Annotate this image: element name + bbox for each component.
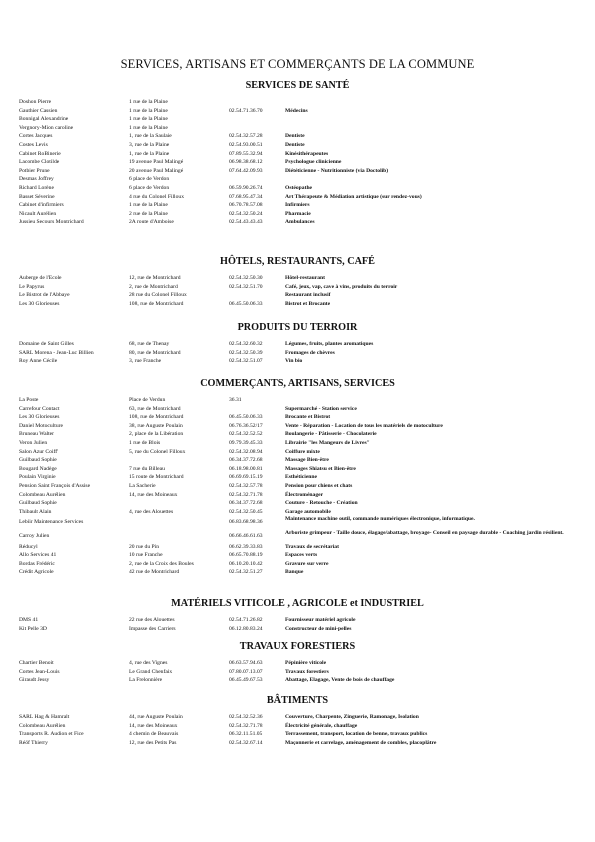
entry-name: Les 30 Glorieuses bbox=[19, 300, 60, 307]
entry-name: Basset Séverine bbox=[19, 193, 55, 200]
entry-phone: 02.54.93.00.51 bbox=[229, 141, 263, 148]
section-rows bbox=[0, 659, 595, 685]
section-title: COMMERÇANTS, ARTISANS, SERVICES bbox=[200, 378, 395, 389]
entry-name: Lacombe Clotilde bbox=[19, 159, 60, 166]
entry-address: 5, rue du Colonel Filloux bbox=[129, 448, 186, 455]
entry-description: Supermarché - Station service bbox=[285, 405, 357, 412]
entry-name: Cabinet d'infirmiers bbox=[19, 202, 64, 209]
entry-name: Costes Levis bbox=[19, 141, 48, 148]
entry-name: Veron Julien bbox=[19, 439, 48, 446]
entry-address: 1 rue de Blois bbox=[129, 439, 161, 446]
directory-row bbox=[0, 175, 595, 184]
section-terroir bbox=[0, 321, 595, 366]
entry-address: 2, place de la Libération bbox=[129, 431, 184, 438]
entry-description: Dentiste bbox=[285, 133, 305, 140]
entry-name: Bruneau Walter bbox=[19, 431, 55, 438]
entry-name: Le Bistrot de l'Abbaye bbox=[19, 292, 70, 299]
entry-description: Médecins bbox=[285, 107, 308, 114]
entry-name: Poulain Virginie bbox=[19, 474, 56, 481]
entry-phone: 06.12.80.83.24 bbox=[229, 625, 263, 632]
entry-phone: 02.54.32.57.28 bbox=[229, 133, 263, 140]
entry-phone: 02.54.32.60.32 bbox=[229, 341, 263, 347]
directory-row bbox=[0, 218, 595, 227]
entry-address: 108, rue de Montrichard bbox=[129, 300, 184, 307]
entry-address: 42 rue de Montrichard bbox=[129, 569, 180, 576]
directory-row bbox=[0, 184, 595, 193]
entry-phone: 09.79.39.45.33 bbox=[229, 439, 263, 446]
entry-phone: 06.45.50.06.33 bbox=[229, 300, 263, 307]
entry-description: Café, jeux, vap, cave à vins, produits du terroir bbox=[285, 283, 398, 290]
entry-name: Doshon Pierre bbox=[19, 99, 52, 105]
entry-description: Arboriste grimpeur - Taille douce, élagage/abattage, broyage- Conseil en paysage durable - Coaching jardin résilient. bbox=[285, 529, 564, 536]
section-title: SERVICES DE SANTÉ bbox=[245, 80, 350, 91]
directory-row bbox=[0, 616, 595, 625]
entry-phone: 02.54.32.52.52 bbox=[229, 431, 263, 438]
entry-name: Allo Services 41 bbox=[19, 552, 57, 559]
directory-row bbox=[0, 473, 595, 482]
entry-description: Électroménager bbox=[285, 491, 324, 498]
directory-row bbox=[0, 300, 595, 309]
entry-address: 4, rue des Vignes bbox=[129, 660, 168, 666]
directory-row bbox=[0, 508, 595, 517]
entry-phone: 02.54.32.51.70 bbox=[229, 283, 263, 290]
entry-phone: 02.54.32.52.36 bbox=[229, 714, 263, 720]
entry-description: Massages Shiatsu et Bien-être bbox=[285, 465, 356, 472]
directory-row bbox=[0, 167, 595, 176]
directory-row bbox=[0, 107, 595, 116]
directory-row bbox=[0, 150, 595, 159]
entry-address: 2 rue de la Plaine bbox=[129, 210, 168, 217]
entry-phone: 06.66.46.61.63 bbox=[229, 532, 263, 539]
section-rows bbox=[0, 396, 595, 577]
directory-row bbox=[0, 668, 595, 677]
directory-row bbox=[0, 516, 595, 529]
entry-description: Art Thérapeute & Médiation artistique (sur rendez-vous) bbox=[285, 193, 422, 200]
directory-row bbox=[0, 676, 595, 685]
section-rows bbox=[0, 98, 595, 227]
entry-address: 1 rue de la Plaine bbox=[129, 116, 168, 123]
directory-row bbox=[0, 422, 595, 431]
directory-row bbox=[0, 568, 595, 577]
entry-name: Transports R. Audion et Fice bbox=[19, 731, 84, 738]
entry-phone: 02.54.32.51.07 bbox=[229, 358, 263, 365]
entry-description: Abattage, Elagage, Vente de bois de chauffage bbox=[285, 677, 395, 684]
entry-phone: 02.54.32.50.39 bbox=[229, 349, 263, 356]
entry-phone: 02.54.43.43.43 bbox=[229, 219, 263, 226]
entry-description: Maintenance machine outil, commande numériques électronique, informatique. bbox=[285, 516, 475, 523]
directory-row bbox=[0, 349, 595, 358]
entry-phone: 02.54.32.08.94 bbox=[229, 448, 263, 455]
directory-row bbox=[0, 739, 595, 748]
entry-address: Impasse des Carriers bbox=[129, 625, 176, 632]
entry-address: 1, rue de la Plaine bbox=[129, 150, 170, 157]
entry-phone: 02.54.71.36.70 bbox=[229, 107, 263, 114]
entry-name: Roy Anne Cécile bbox=[19, 358, 58, 365]
entry-name: Pension Saint François d'Assise bbox=[19, 482, 91, 489]
entry-address: 4, rue des Alouettes bbox=[129, 508, 174, 515]
entry-address: 3, rue de la Plaine bbox=[129, 141, 170, 148]
entry-name: Colombeau Aurélien bbox=[19, 722, 66, 729]
directory-row bbox=[0, 551, 595, 560]
directory-row bbox=[0, 722, 595, 731]
entry-name: Auberge de l'Ecole bbox=[19, 275, 62, 281]
entry-description: Bistrot et Brocante bbox=[285, 300, 331, 307]
entry-name: Carrefour Contact bbox=[19, 405, 60, 412]
entry-description: Travaux forestiers bbox=[285, 668, 329, 675]
entry-name: SARL Morena - Jean-Luc Billien bbox=[19, 349, 94, 356]
entry-name: La Poste bbox=[19, 397, 39, 403]
entry-phone: 02.54.32.50.24 bbox=[229, 210, 263, 217]
entry-phone: 06.63.57.94.63 bbox=[229, 660, 263, 666]
entry-address: 6 place de Verdon bbox=[129, 184, 170, 191]
section-title: MATÉRIELS VITICOLE , AGRICOLE et INDUSTRIEL bbox=[171, 598, 424, 609]
directory-row bbox=[0, 158, 595, 167]
entry-address: 63, rue de Montrichard bbox=[129, 405, 181, 412]
entry-phone: 06.18.98.00.81 bbox=[229, 465, 263, 472]
entry-description: Diététicienne - Nutritionniste (via Doctolib) bbox=[285, 167, 389, 174]
section-commercants bbox=[0, 377, 595, 577]
entry-address: 38, rue Auguste Poulain bbox=[129, 422, 183, 429]
entry-description: Restaurant inclusif bbox=[285, 292, 331, 299]
section-hotels bbox=[0, 255, 595, 308]
directory-row bbox=[0, 659, 595, 668]
entry-description: Massage Bien-être bbox=[285, 457, 329, 464]
entry-description: Travaux de secrétariat bbox=[285, 543, 339, 550]
entry-address: 1, rue de la Saulaie bbox=[129, 133, 172, 140]
entry-phone: 07.68.95.47.34 bbox=[229, 193, 263, 200]
entry-address: 2A route d'Amboise bbox=[129, 219, 174, 226]
directory-row bbox=[0, 193, 595, 202]
entry-phone: 36.31 bbox=[229, 397, 242, 403]
directory-row bbox=[0, 448, 595, 457]
entry-description: Électricité générale, chauffage bbox=[285, 722, 358, 729]
section-forestiers bbox=[0, 640, 595, 685]
section-rows bbox=[0, 274, 595, 308]
entry-name: Carroy Julien bbox=[19, 532, 50, 539]
entry-address: 28 rue du Colonel Filloux bbox=[129, 292, 187, 299]
entry-address: 1 rue de la Plaine bbox=[129, 202, 168, 209]
directory-row bbox=[0, 115, 595, 124]
entry-description: Vente - Réparation - Location de tous les matériels de motoculture bbox=[285, 422, 443, 429]
entry-name: Bordas Frédéric bbox=[19, 560, 55, 567]
directory-row bbox=[0, 530, 595, 543]
section-rows bbox=[0, 713, 595, 747]
entry-description: Fromages de chèvres bbox=[285, 349, 335, 356]
entry-address: Le Grand Chenfaix bbox=[129, 668, 173, 675]
entry-phone: 06.32.11.51.05 bbox=[229, 731, 263, 738]
entry-name: Domaine de Saint Gilles bbox=[19, 341, 74, 347]
entry-address: 4 rue du Colonel Filloux bbox=[129, 193, 185, 200]
entry-address: 2, rue de Montrichard bbox=[129, 283, 178, 290]
entry-name: Lebiir Maintenance Services bbox=[19, 519, 84, 526]
entry-address: 80, rue de Montrichard bbox=[129, 349, 181, 356]
entry-name: Chartier Benoit bbox=[19, 660, 54, 666]
entry-description: Couverture, Charpente, Zinguerie, Ramonage, Isolation bbox=[285, 714, 419, 720]
entry-description: Brocante et Bistrot bbox=[285, 414, 331, 421]
entry-name: Jussieu Secours Montrichard bbox=[19, 219, 84, 226]
directory-row bbox=[0, 283, 595, 292]
section-title: BÂTIMENTS bbox=[266, 695, 329, 706]
directory-row bbox=[0, 201, 595, 210]
entry-phone: 07.89.55.32.94 bbox=[229, 150, 263, 157]
section-materiels bbox=[0, 597, 595, 633]
entry-phone: 02.54.32.51.27 bbox=[229, 569, 263, 576]
directory-row bbox=[0, 482, 595, 491]
entry-address: 14, rue des Moineaux bbox=[129, 491, 178, 498]
directory-row bbox=[0, 396, 595, 405]
entry-name: Kit Pelle 3D bbox=[19, 625, 47, 632]
directory-row bbox=[0, 274, 595, 283]
section-title: PRODUITS DU TERROIR bbox=[237, 322, 358, 333]
entry-name: Giraudt Jessy bbox=[19, 677, 50, 684]
entry-phone: 06.98.38.68.12 bbox=[229, 159, 263, 166]
entry-phone: 02.54.32.71.78 bbox=[229, 722, 263, 729]
entry-address: 20 avenue Paul Malingé bbox=[129, 167, 184, 174]
entry-phone: 06.65.70.88.19 bbox=[229, 552, 263, 559]
directory-row bbox=[0, 625, 595, 634]
entry-description: Couture - Retouche - Création bbox=[285, 500, 358, 507]
directory-row bbox=[0, 357, 595, 366]
entry-name: Réducyl bbox=[19, 543, 38, 550]
entry-name: Crédit Agricole bbox=[19, 569, 54, 576]
entry-address: 3, rue Franche bbox=[129, 358, 162, 365]
entry-name: Bougard Nadège bbox=[19, 465, 57, 472]
entry-description: Hôtel-restaurant bbox=[285, 275, 325, 281]
directory-row bbox=[0, 132, 595, 141]
entry-name: Potbier Prune bbox=[19, 167, 50, 174]
entry-description: Fournisseur matériel agricole bbox=[285, 617, 356, 623]
entry-name: Thibault Alain bbox=[19, 508, 52, 515]
entry-address: 20 rue du Pin bbox=[129, 543, 159, 550]
directory-row bbox=[0, 141, 595, 150]
entry-description: Esthéticienne bbox=[285, 474, 318, 481]
directory-row bbox=[0, 499, 595, 508]
entry-phone: 07.80.07.13.07 bbox=[229, 668, 263, 675]
entry-name: Gauthier Cassien bbox=[19, 107, 58, 114]
entry-name: Daniel Motoculture bbox=[19, 422, 63, 429]
entry-address: 1 rue de la Plaine bbox=[129, 107, 168, 114]
section-sante bbox=[0, 79, 595, 227]
entry-description: Boulangerie - Pâtisserie - Chocolaterie bbox=[285, 431, 377, 438]
entry-address: 12, rue des Petits Pas bbox=[129, 739, 177, 746]
entry-description: Légumes, fruits, plantes aromatiques bbox=[285, 341, 374, 347]
entry-address: 15 route de Montrichard bbox=[129, 474, 184, 481]
entry-address: 7 rue du Billeau bbox=[129, 465, 165, 472]
section-title: TRAVAUX FORESTIERS bbox=[239, 641, 356, 652]
entry-phone: 06.45.50.06.33 bbox=[229, 414, 263, 421]
page-title: SERVICES, ARTISANS ET COMMERÇANTS DE LA COMMUNE bbox=[120, 57, 475, 71]
entry-phone: 02.54.32.50.45 bbox=[229, 508, 263, 515]
entry-description: Gravure sur verre bbox=[285, 560, 329, 567]
entry-address: 1 rue de la Plaine bbox=[129, 99, 168, 105]
entry-phone: 06.69.69.15.19 bbox=[229, 474, 263, 481]
entry-address: La Frelonnière bbox=[129, 677, 163, 684]
entry-phone: 02.54.32.67.14 bbox=[229, 739, 263, 746]
entry-name: Nicault Aurélien bbox=[19, 210, 57, 217]
entry-name: Desmas Joffrey bbox=[19, 176, 54, 183]
entry-address: 44, rue Auguste Poulain bbox=[129, 714, 183, 720]
directory-row bbox=[0, 730, 595, 739]
entry-description: Maçonnerie et carrelage, aménagement de combles, placoplâtre bbox=[285, 739, 437, 746]
entry-description: Coiffure mixte bbox=[285, 448, 320, 455]
directory-row bbox=[0, 465, 595, 474]
entry-name: Salon Azur Coiff' bbox=[19, 448, 59, 455]
directory-row bbox=[0, 430, 595, 439]
entry-address: 1 rue de la Plaine bbox=[129, 124, 168, 131]
entry-description: Terrassement, transport, location de benne, travaux publics bbox=[285, 731, 428, 738]
section-rows bbox=[0, 340, 595, 366]
entry-phone: 06.59.90.26.74 bbox=[229, 184, 263, 191]
entry-phone: 02.54.32.71.78 bbox=[229, 491, 263, 498]
directory-row bbox=[0, 291, 595, 300]
entry-phone: 06.34.37.72.68 bbox=[229, 500, 263, 507]
directory-row bbox=[0, 491, 595, 500]
entry-phone: 06.10.20.10.42 bbox=[229, 560, 263, 567]
entry-address: 2, rue de la Croix des Boules bbox=[129, 560, 194, 567]
entry-name: Cortes Jacques bbox=[19, 133, 53, 140]
directory-row bbox=[0, 405, 595, 414]
entry-address: 6 place de Verdon bbox=[129, 176, 170, 183]
entry-name: Bonnigal Alexandrine bbox=[19, 116, 69, 123]
directory-row bbox=[0, 713, 595, 722]
entry-name: Le Papyrus bbox=[19, 283, 45, 290]
entry-description: Vin bio bbox=[285, 358, 303, 365]
entry-description: Librairie "les Mangeurs de Livres" bbox=[285, 439, 370, 446]
entry-phone: 06.62.39.33.83 bbox=[229, 543, 263, 550]
entry-phone: 02.54.71.26.82 bbox=[229, 617, 263, 623]
entry-description: Psychologue clinicienne bbox=[285, 159, 342, 166]
entry-name: DMS 41 bbox=[19, 617, 39, 623]
directory-row bbox=[0, 210, 595, 219]
directory-row bbox=[0, 98, 595, 107]
entry-phone: 06.45.49.67.53 bbox=[229, 677, 263, 684]
entry-description: Garage automobile bbox=[285, 508, 331, 515]
entry-phone: 02.54.32.57.78 bbox=[229, 482, 263, 489]
directory-row bbox=[0, 340, 595, 349]
section-title: HÔTELS, RESTAURANTS, CAFÉ bbox=[220, 256, 375, 267]
directory-row bbox=[0, 543, 595, 552]
entry-address: 68, rue de Thenay bbox=[129, 341, 170, 347]
entry-name: Guilbaud Sophie bbox=[19, 500, 57, 507]
entry-name: SARL Hag & Hamralt bbox=[19, 714, 70, 720]
entry-description: Infirmiers bbox=[285, 202, 310, 209]
entry-description: Dentiste bbox=[285, 141, 305, 148]
entry-phone: 06.83.68.98.36 bbox=[229, 519, 263, 526]
entry-description: Kinésithérapeutes bbox=[285, 150, 329, 157]
entry-name: Cortes Jean-Louis bbox=[19, 668, 60, 675]
entry-address: 4 chemin de Beauvais bbox=[129, 731, 179, 738]
directory-row bbox=[0, 413, 595, 422]
entry-phone: 06.76.36.52/17 bbox=[229, 422, 263, 429]
entry-description: Pépinière viticole bbox=[285, 660, 327, 666]
entry-address: 10 rue Franche bbox=[129, 552, 163, 559]
entry-description: Ambulances bbox=[285, 219, 315, 226]
entry-name: Colombeau Aurélien bbox=[19, 491, 66, 498]
section-rows bbox=[0, 616, 595, 633]
entry-address: 19 avenue Paul Malingé bbox=[129, 159, 184, 166]
entry-name: Guilbaud Sophie bbox=[19, 457, 57, 464]
entry-description: Espaces verts bbox=[285, 552, 318, 559]
entry-address: 14, rue des Moineaux bbox=[129, 722, 178, 729]
entry-address: 22 rue des Alouettes bbox=[129, 617, 175, 623]
entry-name: Cabinet RoBinerie bbox=[19, 150, 61, 157]
entry-address: La Sacherie bbox=[129, 482, 156, 489]
section-batiments bbox=[0, 694, 595, 747]
entry-address: Place de Verdun bbox=[129, 397, 166, 403]
entry-address: 12, rue de Montrichard bbox=[129, 275, 181, 281]
entry-address: 108, rue de Montrichard bbox=[129, 414, 184, 421]
directory-row bbox=[0, 124, 595, 133]
directory-row bbox=[0, 456, 595, 465]
entry-name: Richard Lorène bbox=[19, 184, 54, 191]
entry-description: Pharmacie bbox=[285, 210, 311, 217]
entry-description: Banque bbox=[285, 569, 304, 576]
entry-phone: 07.64.42.09.93 bbox=[229, 167, 263, 174]
entry-description: Pension pour chiens et chats bbox=[285, 482, 353, 489]
entry-name: Vergnory-Mion caroline bbox=[19, 124, 74, 131]
entry-name: Réöf Thierry bbox=[19, 739, 48, 746]
entry-phone: 06.34.37.72.68 bbox=[229, 457, 263, 464]
entry-name: Les 30 Glorieuses bbox=[19, 414, 60, 421]
entry-phone: 06.70.78.57.08 bbox=[229, 202, 263, 209]
entry-description: Constructeur de mini-pelles bbox=[285, 625, 352, 632]
entry-phone: 02.54.32.50.30 bbox=[229, 275, 263, 281]
directory-row bbox=[0, 560, 595, 569]
entry-description: Ostéopathe bbox=[285, 184, 313, 191]
directory-row bbox=[0, 439, 595, 448]
